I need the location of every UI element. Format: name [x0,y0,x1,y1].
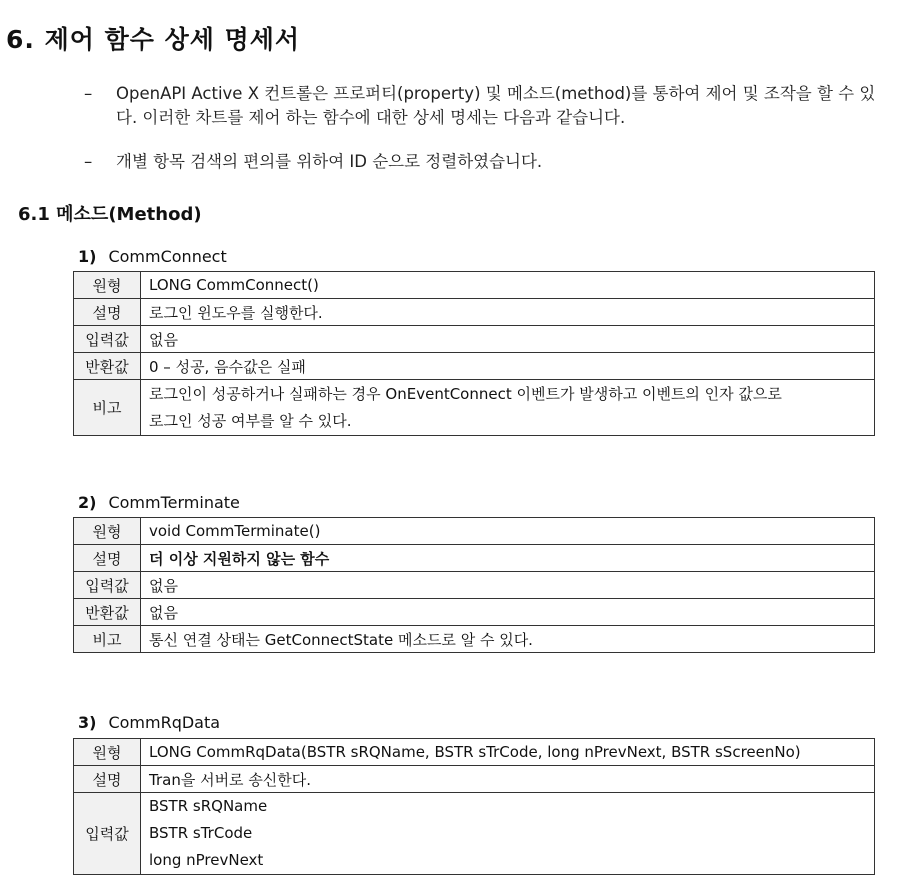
bullet-dash: – [84,84,93,103]
row-value: 더 이상 지원하지 않는 함수 [141,545,875,572]
table-row [74,272,875,299]
section-name: CommConnect [108,247,227,266]
row-label: 설명 [74,299,141,326]
table-row [74,599,875,626]
note-line: 로그인이 성공하거나 실패하는 경우 OnEventConnect 이벤트가 발생하고 이벤트의 인자 값으로 [149,384,782,403]
row-label: 입력값 [74,572,141,599]
section-number: 3) [78,713,97,732]
row-value: 없음 [141,572,875,599]
row-value: 로그인 윈도우를 실행한다. [141,299,875,326]
table-row [74,353,875,380]
table-row [74,739,875,766]
row-value: void CommTerminate() [141,518,875,545]
note-line: 로그인 성공 여부를 알 수 있다. [149,411,352,430]
table-row [74,793,875,875]
row-label: 반환값 [74,353,141,380]
input-line: BSTR sTrCode [149,824,253,842]
row-value: LONG CommConnect() [141,272,875,299]
row-value: 0 – 성공, 음수값은 실패 [141,353,875,380]
input-line: BSTR sRQName [149,797,268,815]
section-title [78,247,227,266]
row-value: LONG CommRqData(BSTR sRQName, BSTR sTrCode, long nPrevNext, BSTR sScreenNo) [141,739,875,766]
table-row [74,626,875,653]
subheading: 6.1 메소드(Method) [18,204,202,225]
page-heading: 6. 제어 함수 상세 명세서 [6,25,301,54]
row-label: 원형 [74,739,141,766]
table-row [74,326,875,353]
table-row [74,518,875,545]
row-value: 통신 연결 상태는 GetConnectState 메소드로 알 수 있다. [141,626,875,653]
section-number: 1) [78,247,97,266]
section-title [78,493,240,512]
section-name: CommTerminate [108,493,240,512]
section-name: CommRqData [108,713,221,732]
row-label: 입력값 [74,793,141,875]
row-value [141,793,875,875]
spec-table-commrqdata [73,738,875,875]
row-label: 설명 [74,766,141,793]
row-label: 원형 [74,518,141,545]
table-row [74,766,875,793]
table-row [74,572,875,599]
row-value [141,380,875,436]
bullet-text: 개별 항목 검색의 편의를 위하여 ID 순으로 정렬하였습니다. [116,152,543,171]
row-label: 원형 [74,272,141,299]
table-row [74,299,875,326]
section-title [78,713,220,732]
row-label: 반환값 [74,599,141,626]
section-number: 2) [78,493,97,512]
bullet-text: OpenAPI Active X 컨트롤은 프로퍼티(property) 및 메소드(method)를 통하여 제어 및 조작을 할 수 있다. 이러한 차트를 제어 하는 함수에 대한 상세 명세는 다음과 같습니다. [116,84,876,127]
row-value: 없음 [141,599,875,626]
spec-table-commconnect [73,271,875,436]
row-label: 설명 [74,545,141,572]
row-value: 없음 [141,326,875,353]
input-line: long nPrevNext [149,851,264,869]
table-row [74,545,875,572]
table-row [74,380,875,436]
row-label: 입력값 [74,326,141,353]
row-label: 비고 [74,380,141,436]
bullet-dash: – [84,152,93,171]
row-value: Tran을 서버로 송신한다. [141,766,875,793]
row-label: 비고 [74,626,141,653]
spec-table-commterminate [73,517,875,653]
